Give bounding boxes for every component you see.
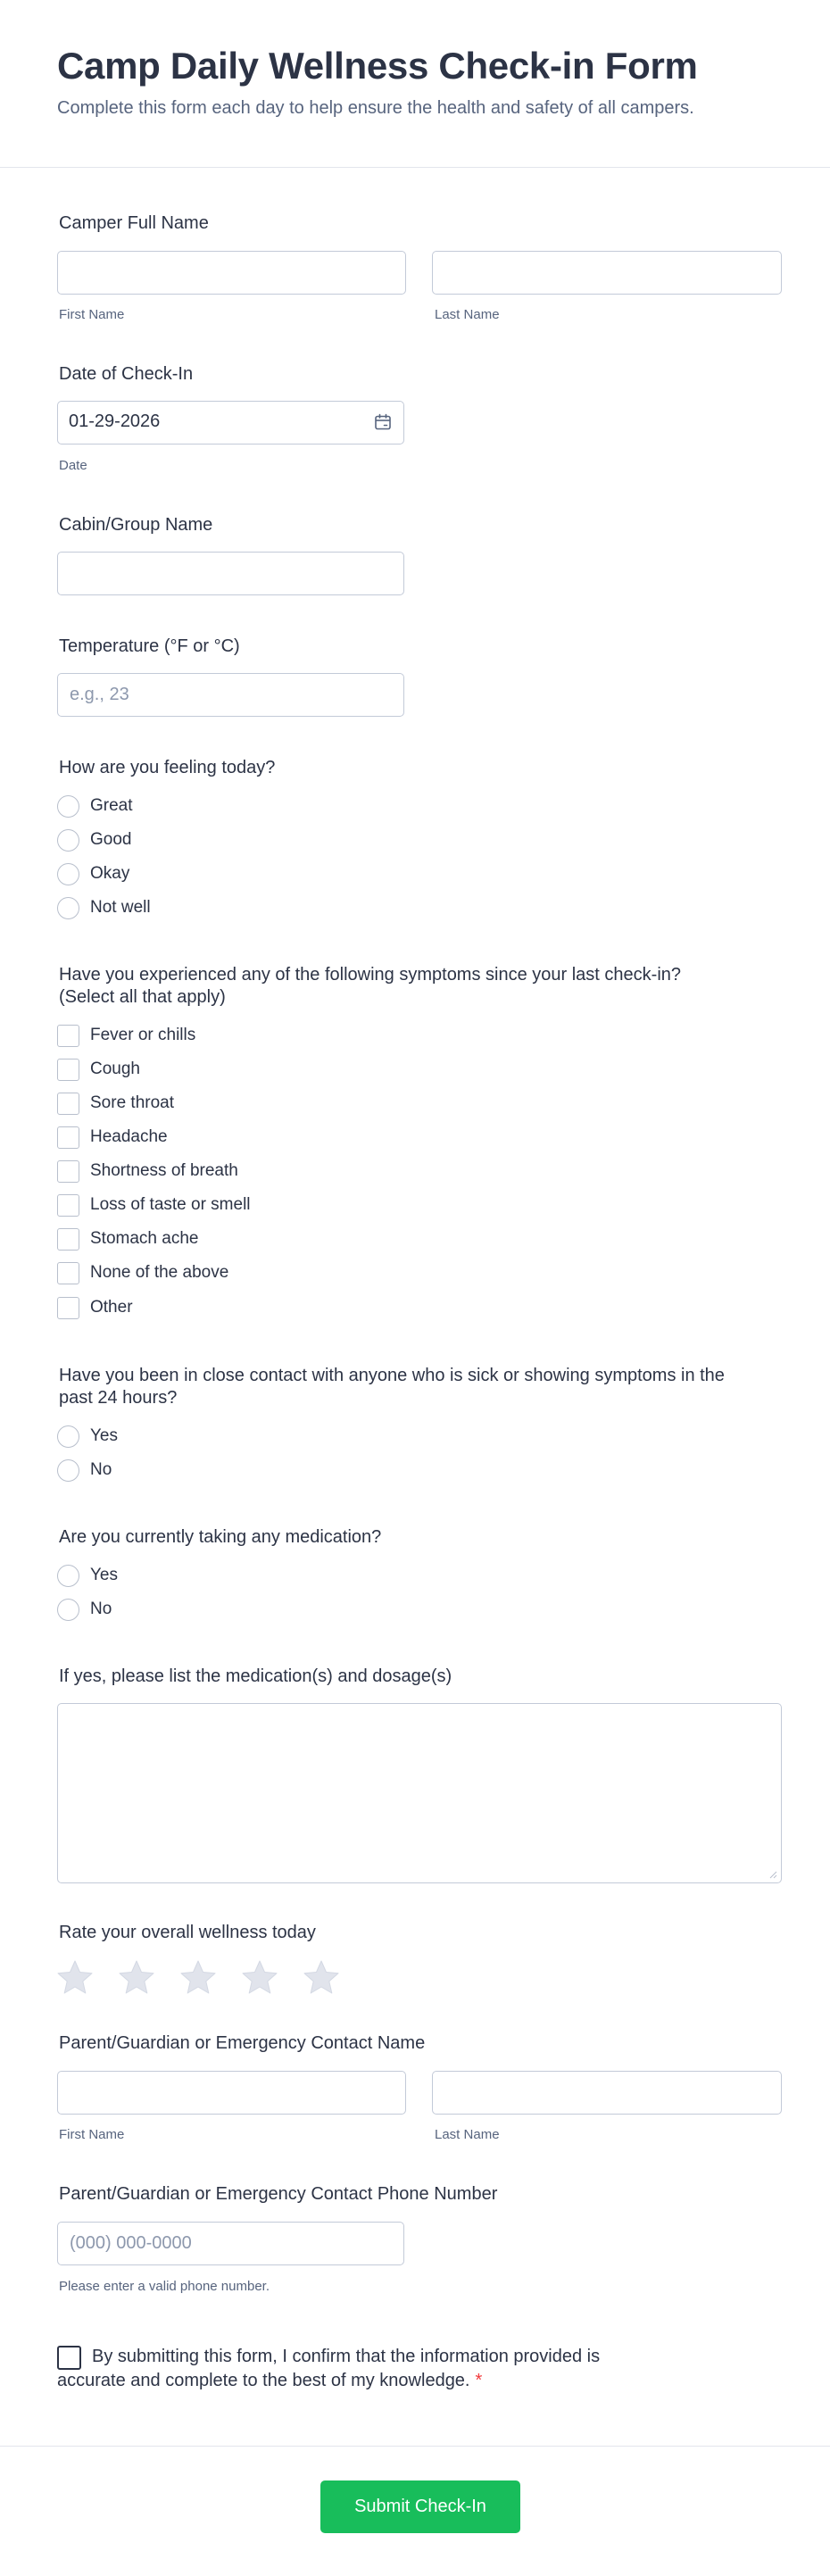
checkbox[interactable] — [57, 1093, 79, 1115]
calendar-icon[interactable] — [373, 412, 393, 432]
temperature-input[interactable] — [57, 673, 404, 717]
medication-list-textarea[interactable] — [57, 1703, 782, 1883]
form-title: Camp Daily Wellness Check-in Form — [57, 45, 698, 87]
required-asterisk: * — [475, 2371, 483, 2390]
camper-name-label: Camper Full Name — [59, 213, 209, 233]
checkbox[interactable] — [57, 1025, 79, 1047]
checkbox[interactable] — [57, 1297, 79, 1319]
checkbox[interactable] — [57, 1228, 79, 1251]
temperature-label: Temperature (°F or °C) — [59, 636, 240, 656]
medication-option-no[interactable] — [57, 1598, 112, 1621]
checkbox[interactable] — [57, 1160, 79, 1183]
option-label: Sore throat — [90, 1093, 174, 1112]
option-label: Shortness of breath — [90, 1161, 238, 1180]
option-label: Loss of taste or smell — [90, 1195, 251, 1214]
option-label: Cough — [90, 1059, 140, 1078]
medication-list-label: If yes, please list the medication(s) and dosage(s) — [59, 1666, 452, 1686]
radio-button[interactable] — [57, 1425, 79, 1448]
option-label: Other — [90, 1298, 133, 1317]
camper-first-name-input[interactable] — [57, 251, 406, 295]
symptom-option-loss-of-taste[interactable] — [57, 1193, 251, 1217]
medication-label: Are you currently taking any medication? — [59, 1527, 382, 1547]
camper-last-name-sublabel: Last Name — [435, 307, 500, 322]
radio-button[interactable] — [57, 1599, 79, 1621]
guardian-last-name-sublabel: Last Name — [435, 2127, 500, 2142]
star-icon[interactable] — [303, 1959, 340, 1997]
checkin-date-label: Date of Check-In — [59, 364, 194, 384]
option-label: Great — [90, 796, 133, 815]
guardian-last-name-input[interactable] — [432, 2071, 782, 2115]
guardian-first-name-input[interactable] — [57, 2071, 406, 2115]
checkin-date-value: 01-29-2026 — [69, 411, 161, 431]
option-label: Good — [90, 830, 132, 849]
radio-button[interactable] — [57, 897, 79, 919]
contact-option-no[interactable] — [57, 1458, 112, 1482]
guardian-phone-input[interactable] — [57, 2222, 404, 2265]
option-label: Yes — [90, 1566, 118, 1584]
radio-button[interactable] — [57, 829, 79, 852]
symptom-option-stomach-ache[interactable] — [57, 1227, 198, 1251]
checkbox[interactable] — [57, 1059, 79, 1081]
medication-option-yes[interactable] — [57, 1564, 118, 1587]
checkbox[interactable] — [57, 1126, 79, 1149]
radio-button[interactable] — [57, 795, 79, 818]
option-label: Fever or chills — [90, 1026, 196, 1044]
option-label: No — [90, 1600, 112, 1618]
camper-last-name-input[interactable] — [432, 251, 782, 295]
feeling-label: How are you feeling today? — [59, 758, 276, 777]
consent-text: By submitting this form, I confirm that the information provided is accurate and complete to the best of my knowledge. — [57, 2347, 601, 2390]
symptom-option-cough[interactable] — [57, 1058, 140, 1081]
symptom-option-headache[interactable] — [57, 1126, 168, 1149]
form-header — [0, 0, 830, 168]
option-label: Headache — [90, 1127, 168, 1146]
footer-divider — [0, 2446, 830, 2447]
feeling-option-great[interactable] — [57, 794, 133, 818]
consent-statement — [57, 2345, 664, 2393]
symptoms-label-line2: (Select all that apply) — [59, 987, 226, 1007]
cabin-input[interactable] — [57, 552, 404, 595]
symptom-option-shortness-of-breath[interactable] — [57, 1159, 238, 1183]
symptom-option-sore-throat[interactable] — [57, 1092, 174, 1115]
checkbox[interactable] — [57, 1194, 79, 1217]
guardian-first-name-sublabel: First Name — [59, 2127, 125, 2142]
option-label: Okay — [90, 864, 130, 883]
wellness-rating-label: Rate your overall wellness today — [59, 1923, 316, 1942]
submit-button[interactable]: Submit Check-In — [320, 2480, 520, 2533]
guardian-phone-sublabel: Please enter a valid phone number. — [59, 2279, 270, 2294]
checkin-date-sublabel: Date — [59, 458, 87, 473]
cabin-label: Cabin/Group Name — [59, 515, 213, 535]
star-icon[interactable] — [56, 1959, 94, 1997]
resize-grip-icon[interactable] — [768, 1870, 777, 1879]
contact-label-line2: past 24 hours? — [59, 1388, 178, 1408]
option-label: Yes — [90, 1426, 118, 1445]
option-label: No — [90, 1460, 112, 1479]
feeling-option-okay[interactable] — [57, 862, 129, 885]
camper-first-name-sublabel: First Name — [59, 307, 125, 322]
checkbox[interactable] — [57, 1262, 79, 1284]
feeling-option-good[interactable] — [57, 828, 131, 852]
symptoms-label-line1: Have you experienced any of the following symptoms since your last check-in? — [59, 965, 682, 985]
star-icon[interactable] — [118, 1959, 155, 1997]
contact-label-line1: Have you been in close contact with anyone who is sick or showing symptoms in the — [59, 1366, 725, 1385]
radio-button[interactable] — [57, 1459, 79, 1482]
guardian-phone-label: Parent/Guardian or Emergency Contact Phone Number — [59, 2184, 498, 2204]
option-label: Not well — [90, 898, 151, 917]
contact-option-yes[interactable] — [57, 1425, 118, 1448]
radio-button[interactable] — [57, 1565, 79, 1587]
feeling-option-not-well[interactable] — [57, 896, 151, 919]
star-icon[interactable] — [179, 1959, 217, 1997]
option-label: Stomach ache — [90, 1229, 199, 1248]
option-label: None of the above — [90, 1263, 229, 1282]
star-icon[interactable] — [241, 1959, 278, 1997]
radio-button[interactable] — [57, 863, 79, 885]
symptom-option-fever[interactable] — [57, 1024, 195, 1047]
guardian-name-label: Parent/Guardian or Emergency Contact Name — [59, 2033, 426, 2053]
symptom-option-other[interactable] — [57, 1296, 133, 1319]
form-subtitle: Complete this form each day to help ensure the health and safety of all campers. — [57, 98, 694, 118]
symptom-option-none[interactable] — [57, 1261, 228, 1284]
